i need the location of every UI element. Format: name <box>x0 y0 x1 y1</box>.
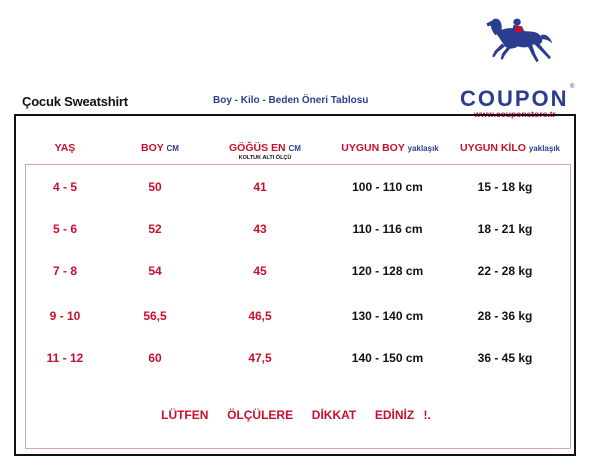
age-cell: 4 - 5 <box>52 180 77 194</box>
website-link[interactable]: www.couponstore.tr <box>474 109 556 119</box>
length-cell: 60 <box>148 351 162 365</box>
weight-cell: 15 - 18 kg <box>477 180 533 194</box>
registered-mark: ® <box>570 84 575 90</box>
column-subheader-chest: KOLTUK ALTI ÖLÇÜ <box>238 155 292 161</box>
age-cell: 5 - 6 <box>52 222 77 236</box>
age-cell: 11 - 12 <box>46 351 84 365</box>
length-cell: 54 <box>148 264 162 278</box>
warning-notice: LÜTFEN ÖLÇÜLERE DİKKAT EDİNİZ !. <box>161 408 431 422</box>
weight-cell: 28 - 36 kg <box>477 309 533 323</box>
weight-cell: 36 - 45 kg <box>477 351 533 365</box>
column-header-height: UYGUN BOY yaklaşık <box>341 142 439 154</box>
table-subtitle: Boy - Kilo - Beden Öneri Tablosu <box>213 95 369 106</box>
length-cell: 52 <box>148 222 162 236</box>
length-cell: 56,5 <box>143 309 167 323</box>
chest-cell: 45 <box>253 264 267 278</box>
table-inner-frame <box>25 164 571 449</box>
height-cell: 100 - 110 cm <box>352 180 423 194</box>
chest-cell: 41 <box>253 180 267 194</box>
chest-cell: 43 <box>253 222 267 236</box>
column-header-length: BOY CM <box>141 142 179 154</box>
age-cell: 9 - 10 <box>49 309 81 323</box>
chest-cell: 47,5 <box>248 351 272 365</box>
column-header-weight: UYGUN KİLO yaklaşık <box>460 142 560 154</box>
brand-logo-text: COUPON <box>460 86 569 111</box>
horse-jumper-icon <box>465 12 575 88</box>
height-cell: 140 - 150 cm <box>351 351 424 365</box>
height-cell: 130 - 140 cm <box>351 309 424 323</box>
column-header-age: YAŞ <box>54 142 76 154</box>
chest-cell: 46,5 <box>248 309 272 323</box>
weight-cell: 22 - 28 kg <box>477 264 533 278</box>
column-header-chest: GÖĞÜS EN CM <box>229 142 301 154</box>
weight-cell: 18 - 21 kg <box>477 222 533 236</box>
product-title: Çocuk Sweatshirt <box>22 94 128 109</box>
length-cell: 50 <box>148 180 162 194</box>
height-cell: 110 - 116 cm <box>352 222 423 236</box>
age-cell: 7 - 8 <box>52 264 77 278</box>
height-cell: 120 - 128 cm <box>351 264 424 278</box>
